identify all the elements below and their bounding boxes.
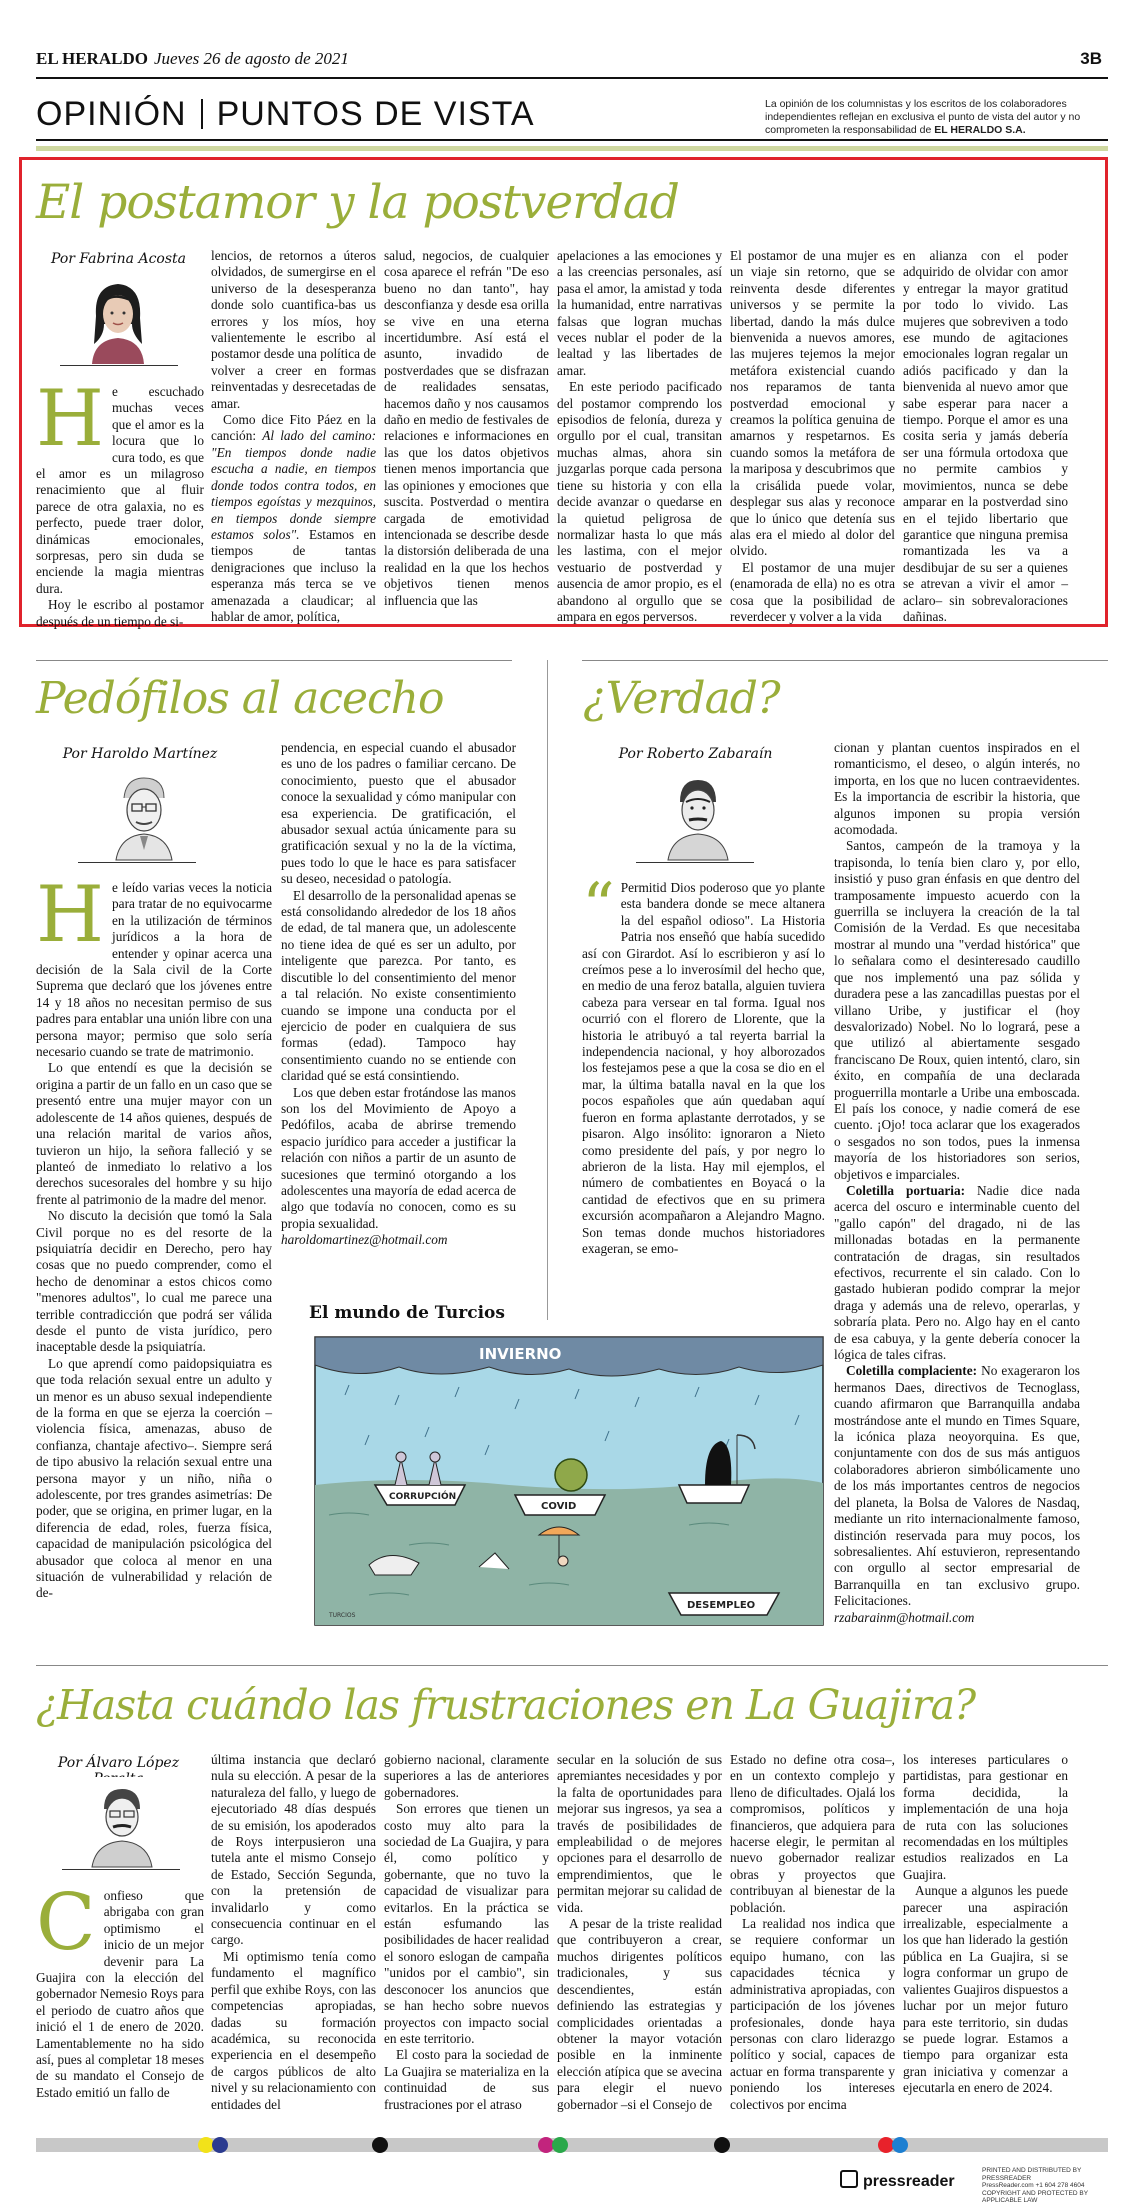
pressreader-icon	[840, 2170, 858, 2188]
article-3-title: ¿Verdad?	[583, 673, 780, 724]
article-3-byline: Por Roberto Zabaraín	[618, 746, 773, 762]
editorial-cartoon	[309, 1335, 829, 1630]
byline-rule	[78, 862, 196, 863]
article-1-column-6: en alianza con el poder adquirido de olvidar con amor y entregar la mayor gratitud por todo lo vivido. Las mujeres que sobreviven a todo ese mundo de agitaciones emocionales logran regalar un adiós pacificado y dan la bienvenida al nuevo amor que sabe esperar para nacer a tiempo. Porque el amor es una cosita seria y jamás debería ser una fórmula ortodoxa que no permite cambios y movimientos, nunca se debe amparar en la postverdad sino en el tejido libertario que garantice que ninguna premisa romantizada les va a desdibujar de su ser a quienes se atrevan a vivir el amor –aclaro– sin sobrevaloraciones dañinas.	[903, 248, 1068, 624]
author-portrait	[108, 768, 180, 860]
registration-dot	[892, 2137, 908, 2153]
cartoon-boat-label: COVID	[541, 1501, 577, 1512]
article-4-title: ¿Hasta cuándo las frustraciones en La Guajira?	[36, 1681, 976, 1729]
article-4-column-1: C onfieso que abrigaba con gran optimismo el inicio de un mejor devenir para La Guajira con la elección del gobernador Nemesio Roys para el periodo de cuatro años que inició el 1 de enero de 2020. Lamentablemente no ha sido así, pues al completar 18 meses de su mandato el Consejo de Estado emitió un fallo de	[36, 1878, 205, 2100]
article-4-column-3: gobierno nacional, claramente superiores a las de anteriores gobernadores. Son errores que tienen un costo muy alto para la sociedad de La Guajira, y para él, como político y gobernante, que no tuvo la capacidad de visualizar para evitarlos. En la práctica se están esfumando las posibilidades de hacer realidad el sonoro eslogan de campaña "unidos por el cambio", sin desconocer los anuncios que se han hecho sobre nuevos proyectos con impacto social en este territorio. El costo para la sociedad de La Guajira se materializa en la continuidad de sus frustraciones por el atraso	[384, 1752, 549, 2112]
quote-mark: “	[582, 870, 615, 944]
byline-rule	[62, 1869, 180, 1870]
registration-dot	[212, 2137, 228, 2153]
article-3-column-2: cionan y plantan cuentos inspirados en el romanticismo, el deseo, o algún interés, no importa, en los que no lucen contraevidentes. Es la importancia de escribir la historia, que algunos imponen su propia versión acomodada. Santos, campeón de la tramoya y la trapisonda, lo tenía bien claro y, por ello, insistió y puso gran énfasis en que dentro del tramposamente impuesto acuerdo con la guerrilla se incluyera la creación de la tal Comisión de la Verdad. Es que necesitaba mostrar al mundo una "verdad histórica" que lo señalara como el desinteresado caudillo que nos implementó una paz sólida y duradera pese a las zancadillas puestas por el villano Uribe, y justificar el (hoy desvalorizado) Nobel. No lo logrará, pese a que utilizó al abiertamente sesgado franciscano De Roux, quien intentó, claro, sin éxito, en compañía de una declarada proguerrilla montarle a Uribe una emboscada. El país los conoce, y nadie comerá de ese cuento. ¡Ojo! toca aclarar que los exagerados o sesgados no son todos, pues la inmensa mayoría de los historiadores son serios, objetivos e imparciales. Coletilla portuaria: Nadie dice nada acerca del oscuro e interminable cuento del "gallo capón" del dragado, ni de las millonadas botadas en la permanente contratación de dragas, sin resultados efectivos, recurrente el sin calado. Con lo gastado hubieran podido comprar la mejor draga y además una de relevo, operarlas, y sobraría plata. Pero no. Algo hay en el canto de esa cabuya, y la gente debería conocer la lógica de tales cifras. Coletilla complaciente: No exageraron los hermanos Daes, directivos de Tecnoglass, cuando afirmaron que Barranquilla andaba mostrándose ante el mundo en Times Square, la icónica plaza neoyorquina. Es que, conjuntamente con dos de sus más antiguos colaboradores abrieron simbólicamente uno de los más importantes centros de negocios del planeta, la Bolsa de Valores de Nasdaq, mediante un rito internacionalmente famoso, distinción reservada para muy pocos, los sobresalientes. Ahí estuvieron, representando con orgullo al sector empresarial de Barranquilla en tan exclusivo grupo. Felicitaciones. rzabarainm@hotmail.com	[834, 740, 1081, 1625]
byline-rule	[636, 862, 754, 863]
author-email: haroldomartinez@hotmail.com	[281, 1232, 448, 1248]
header-rule	[36, 77, 1108, 79]
drop-cap: H	[36, 374, 105, 464]
cartoon-sky-label: INVIERNO	[479, 1345, 562, 1363]
page-number: 3B	[1080, 49, 1102, 68]
section-accent-bar	[36, 146, 1108, 151]
divider-rule	[582, 660, 1108, 661]
divider-rule	[36, 660, 512, 661]
print-registration-bar	[36, 2138, 1108, 2152]
article-2-column-1: H e leído varias veces la noticia para tratar de no equivocarme en la utilización de términos jurídicos a la hora de entender y opinar acerca una decisión de la Sala civil de la Corte Suprema que declaró que los jóvenes entre 14 y 18 años no necesitan permiso de sus padres para entablar una unión libre con una persona mayor; permiso que solo sería necesario cuando se trate de matrimonio. Lo que entendí es que la decisión se origina a partir de un fallo en un caso que se presentó entre una mujer mayor con un adolescente de 14 años quienes, después de una relación marital de varios años, tuvieron un hijo, la señora falleció y se planteó de inmediato lo relativo a los derechos sucesorales del hombre y su hijo frente al patrimonio de la madre del menor. No discuto la decisión que tomó la Sala Civil porque no es del resorte de la psiquiatría decidir en Derecho, pero hay cosas que no puedo comprender, como el hecho de denominar a estos chicos como "menores adultos", lo cual me parece una terrible contradicción que podrá ser válida desde el punto de vista jurídico, pero inaceptable desde la psiquiatría. Lo que aprendí como paidopsiquiatra es que toda relación sexual entre un adulto y un menor es un abuso sexual independiente de la forma en que se ejerza la coerción –violencia física, amenazas, abuso de confianza, chantaje afectivo–. Siempre será de tipo abusivo la relación sexual entre una persona mayor y un niño, niña o adolescente, por tres grandes asimetrías: De poder, que se origina, en primer lugar, en la diferencia de edad, roles, fuerza física, capacidad de manipulación psicológica del abusador que coloca al menor en una situación de vulnerabilidad y relación de de-	[36, 870, 272, 1601]
author-portrait	[82, 274, 154, 364]
cartoonist-signature: TURCIOS	[329, 1612, 356, 1619]
cartoon-boat-label: DESEMPLEO	[687, 1600, 756, 1611]
registration-dot	[714, 2137, 730, 2153]
article-2-column-2: pendencia, en especial cuando el abusador es uno de los padres o familiar cercano. De conocimiento, puesto que el abusador conoce la sexualidad y cómo manipular con esa experiencia. De gratificación, el abusador sexual actúa únicamente para su gratificación sexual y no la de la víctima, pues todo lo que le hace es para satisfacer su deseo, necesidad o patología. El desarrollo de la personalidad apenas se está consolidando alrededor de los 18 años de edad, de tal manera que, un adolescente no tiene idea de qué es ser un adulto, por inteligente que parezca. Por tanto, es discutible lo del consentimiento del menor a tal relación. No existe consentimiento cuando se impone una conducta por el ejercicio de poder en cualquiera de sus formas (edad). Tampoco hay consentimiento cuando no se entiende con claridad qué se está consintiendo. Los que deben estar frotándose las manos son los del Movimiento de Apoyo a Pedófilos, acaba de abrirse tremendo espacio jurídico para acceder a justificar la relación con niños a partir de un asunto de sucesiones que terminó otorgando a los adolescentes una mayoría de edad acerca de algo que todavía no conocen, como es su propia sexualidad. haroldomartinez@hotmail.com	[281, 740, 516, 1248]
cartoon-title: El mundo de Turcios	[309, 1303, 505, 1323]
section-title: OPINIÓN PUNTOS DE VISTA	[36, 95, 535, 133]
disclaimer: La opinión de los columnistas y los escritos de los colaboradores independientes reflejan en exclusiva el punto de vista del autor y no comprometen la responsabilidad de EL HERALDO S.A.	[765, 98, 1081, 136]
issue-date: Jueves 26 de agosto de 2021	[153, 49, 349, 68]
pressreader-logo: pressreader	[840, 2170, 955, 2191]
author-portrait	[662, 768, 734, 860]
article-4-column-6: los intereses particulares o partidistas, para gestionar en forma decidida, la implementación de una hoja de ruta con las soluciones recomendadas en los múltiples estudios realizados en La Guajira. Aunque a algunos les puede parecer una aspiración irrealizable, especialmente a los que han liderado la gestión pública en La Guajira, si se logra conformar un grupo de valientes Guajiros dispuestos a luchar por un mejor futuro para este territorio, sin dudas se puede lograr. Estamos a tiempo para organizar esta gran iniciativa y comenzar a ejecutarla en enero de 2024.	[903, 1752, 1068, 2096]
newspaper-name: EL HERALDO Jueves 26 de agosto de 2021	[36, 49, 349, 68]
article-4-column-5: Estado no define otra cosa–, en un contexto complejo y lleno de dificultades. Ojalá los compromisos, políticos y financieros, que adquiera para hacerse elegir, le permitan al nuevo gobernador realizar obras y proyectos que contribuyan al bienestar de la población. La realidad nos indica que se requiere conformar un equipo humano, con las capacidades técnica y administrativa apropiadas, con participación de los jóvenes profesionales, donde haya personas con claro liderazgo político y social, capaces de actuar en forma transparente y poniendo los intereses colectivos por encima	[730, 1752, 895, 2112]
article-1-byline: Por Fabrina Acosta	[50, 251, 187, 267]
article-1-title: El postamor y la postverdad	[36, 175, 679, 230]
pressreader-fineprint: PRINTED AND DISTRIBUTED BY PRESSREADER PressReader.com +1 604 278 4604 COPYRIGHT AND PROTECTED BY APPLICABLE LAW	[982, 2167, 1088, 2204]
article-2-byline: Por Haroldo Martínez	[62, 746, 218, 762]
article-4-column-4: secular en la solución de sus apremiantes necesidades y por la falta de oportunidades para mejorar sus ingresos, ya sea a través de posibilidades de empleabilidad o de mejores opciones para el desarrollo de emprendimientos, que le permitan mejorar su calidad de vida. A pesar de la triste realidad que contribuyeron a crear, muchos dirigentes políticos tradicionales, y sus descendientes, están definiendo las estrategias y complicidades orientadas a obtener la mayor votación posible en la inminente elección atípica que se avecina para elegir el nuevo gobernador –si el Consejo de	[557, 1752, 722, 2112]
drop-cap: C	[36, 1878, 96, 1968]
article-4-byline: Por Álvaro López	[57, 1755, 180, 1771]
article-3-column-1: “ Permitid Dios poderoso que yo plante esta bandera donde se mece altanera la del español odioso". La Historia Patria nos enseñó que había sucedido así con Girardot. Así lo escribieron y así lo creímos pese a lo inverosímil del hecho que, en medio de una feroz batalla, alguien tuviera cabeza para versear en tal forma. Igual nos ocurrió con el florero de Llorente, que la historia le atribuyó a tal reyerta barrial la independencia nacional, y hoy alborozados los festejamos pese a que la cosa se dio en el mar, la última batalla naval en la que los pocos españoles que aún quedaban aquí fueron en forma aplastante derrotados, y se pisaron. Algo insólito: ignoraron a Nieto como presidente del país, y por negro lo abrieron de la lista. Hay mil ejemplos, el número de combatientes en Boyacá o la cantidad de efectivos que en su primera excursión acompañaron a Alejandro Magno. Son temas donde muchos historiadores exageran, se emo-	[582, 870, 825, 1256]
section-rule	[36, 139, 1108, 141]
author-portrait	[86, 1777, 158, 1867]
article-1-column-2: lencios, de retornos a úteros olvidados, de sumergirse en el universo de la desesperanza donde solo cuantifica-bas us errores y los míos, hoy valientemente le escribo al postamor desde una política de volver a creer en formas reinventadas y desrecetadas de amar. Como dice Fito Páez en la canción: Al lado del camino: "En tiempos donde nadie escucha a nadie, en tiempos donde todos contra todos, en tiempos egoístas y mezquinos, en tiempos donde siempre estamos solos". Estamos en tiempos de tantas denigraciones que incluso la esperanza más terca se ve amenazada a claudicar; al hablar de amor, política,	[211, 248, 376, 624]
divider-rule	[36, 1665, 1108, 1666]
author-email: rzabarainm@hotmail.com	[834, 1609, 975, 1625]
article-1-column-5: El postamor de una mujer es un viaje sin retorno, que se reinventa desde diferentes universos y se permite la libertad, dando la más dulce bienvenida a nuevos amores, las mujeres tejemos la mejor metáfora existencial cuando nos reparamos de tanta postverdad emocional y creamos la política genuina de amarnos y respetarnos. Es cuando somos la metáfora de la mariposa y descubrimos que la crisálida puede volar, desplegar sus alas y reconoce que lo único que detenía sus alas era el miedo al dolor del olvido. El postamor de una mujer (enamorada de ella) no es otra cosa que la posibilidad de reverdecer y volver a la vida	[730, 248, 895, 624]
article-1-column-3: salud, negocios, de cualquier cosa aparece el refrán "De eso bueno no dan tanto", hay desconfianza y desde esa orilla se vive en una eterna incertidumbre. Así está el asunto, invadido de postverdades que se disfrazan de realidades sensatas, hacemos daño y nos causamos daño en medio de festivales de relaciones e informaciones en las que los datos objetivos tienen menos importancia que las opiniones y emociones que suscita. Postverdad o mentira cargada de emotividad intencionada se describe desde la distorsión deliberada de una realidad en la que los hechos objetivos tienen menos influencia que las	[384, 248, 549, 608]
article-1-column-4: apelaciones a las emociones y a las creencias personales, así pasa el amor, la amistad y toda la humanidad, entre narrativas falsas que logran muchas veces nublar el poder de la lealtad y las libertades de amar. En este periodo pacificado del postamor comprendo los episodios de felonía, dureza y orgullo por el cual, transitan muchas almas, ahora sin juzgarlas porque cada persona tiene su historia y con ella decide avanzar o quedarse en la quietud peligrosa de normalizar hasta lo que más les lastima, con el mejor vestuario de postverdad y ausencia de amor propio, es el abandono al orgullo que se ampara en egos perversos.	[557, 248, 722, 624]
column-divider	[547, 660, 548, 1320]
registration-dot	[552, 2137, 568, 2153]
article-4-column-2: última instancia que declaró nula su elección. A pesar de la naturaleza del fallo, y luego de ejecutoriado 48 días después de su emisión, los apoderados de Roys interpusieron una tutela ante el mismo Consejo de Estado, Sección Segunda, con la pretensión de invalidarlo y como consecuencia continuar en el cargo. Mi optimismo tenía como fundamento el magnífico perfil que exhibe Roys, con las competencias apropiadas, dadas su formación académica, su reconocida experiencia en el desempeño de cargos públicos de alto nivel y su relacionamiento con entidades del	[211, 1752, 376, 2112]
article-1-column-1: H e escuchado muchas veces que el amor es la locura que lo cura todo, es que el amor es un milagroso renacimiento que al fluir parece de otra galaxia, no es perfecto, puede traer dolor, dinámicas emocionales, sorpresas, pero sin duda se enciende la magia mientras dura. Hoy le escribo al postamor después de un tiempo de si-	[36, 374, 204, 629]
article-2-title: Pedófilos al acecho	[36, 673, 444, 724]
cartoon-boat-label: CORRUPCIÓN	[389, 1492, 457, 1502]
drop-cap: H	[36, 870, 105, 960]
byline-rule	[60, 365, 178, 366]
registration-dot	[372, 2137, 388, 2153]
